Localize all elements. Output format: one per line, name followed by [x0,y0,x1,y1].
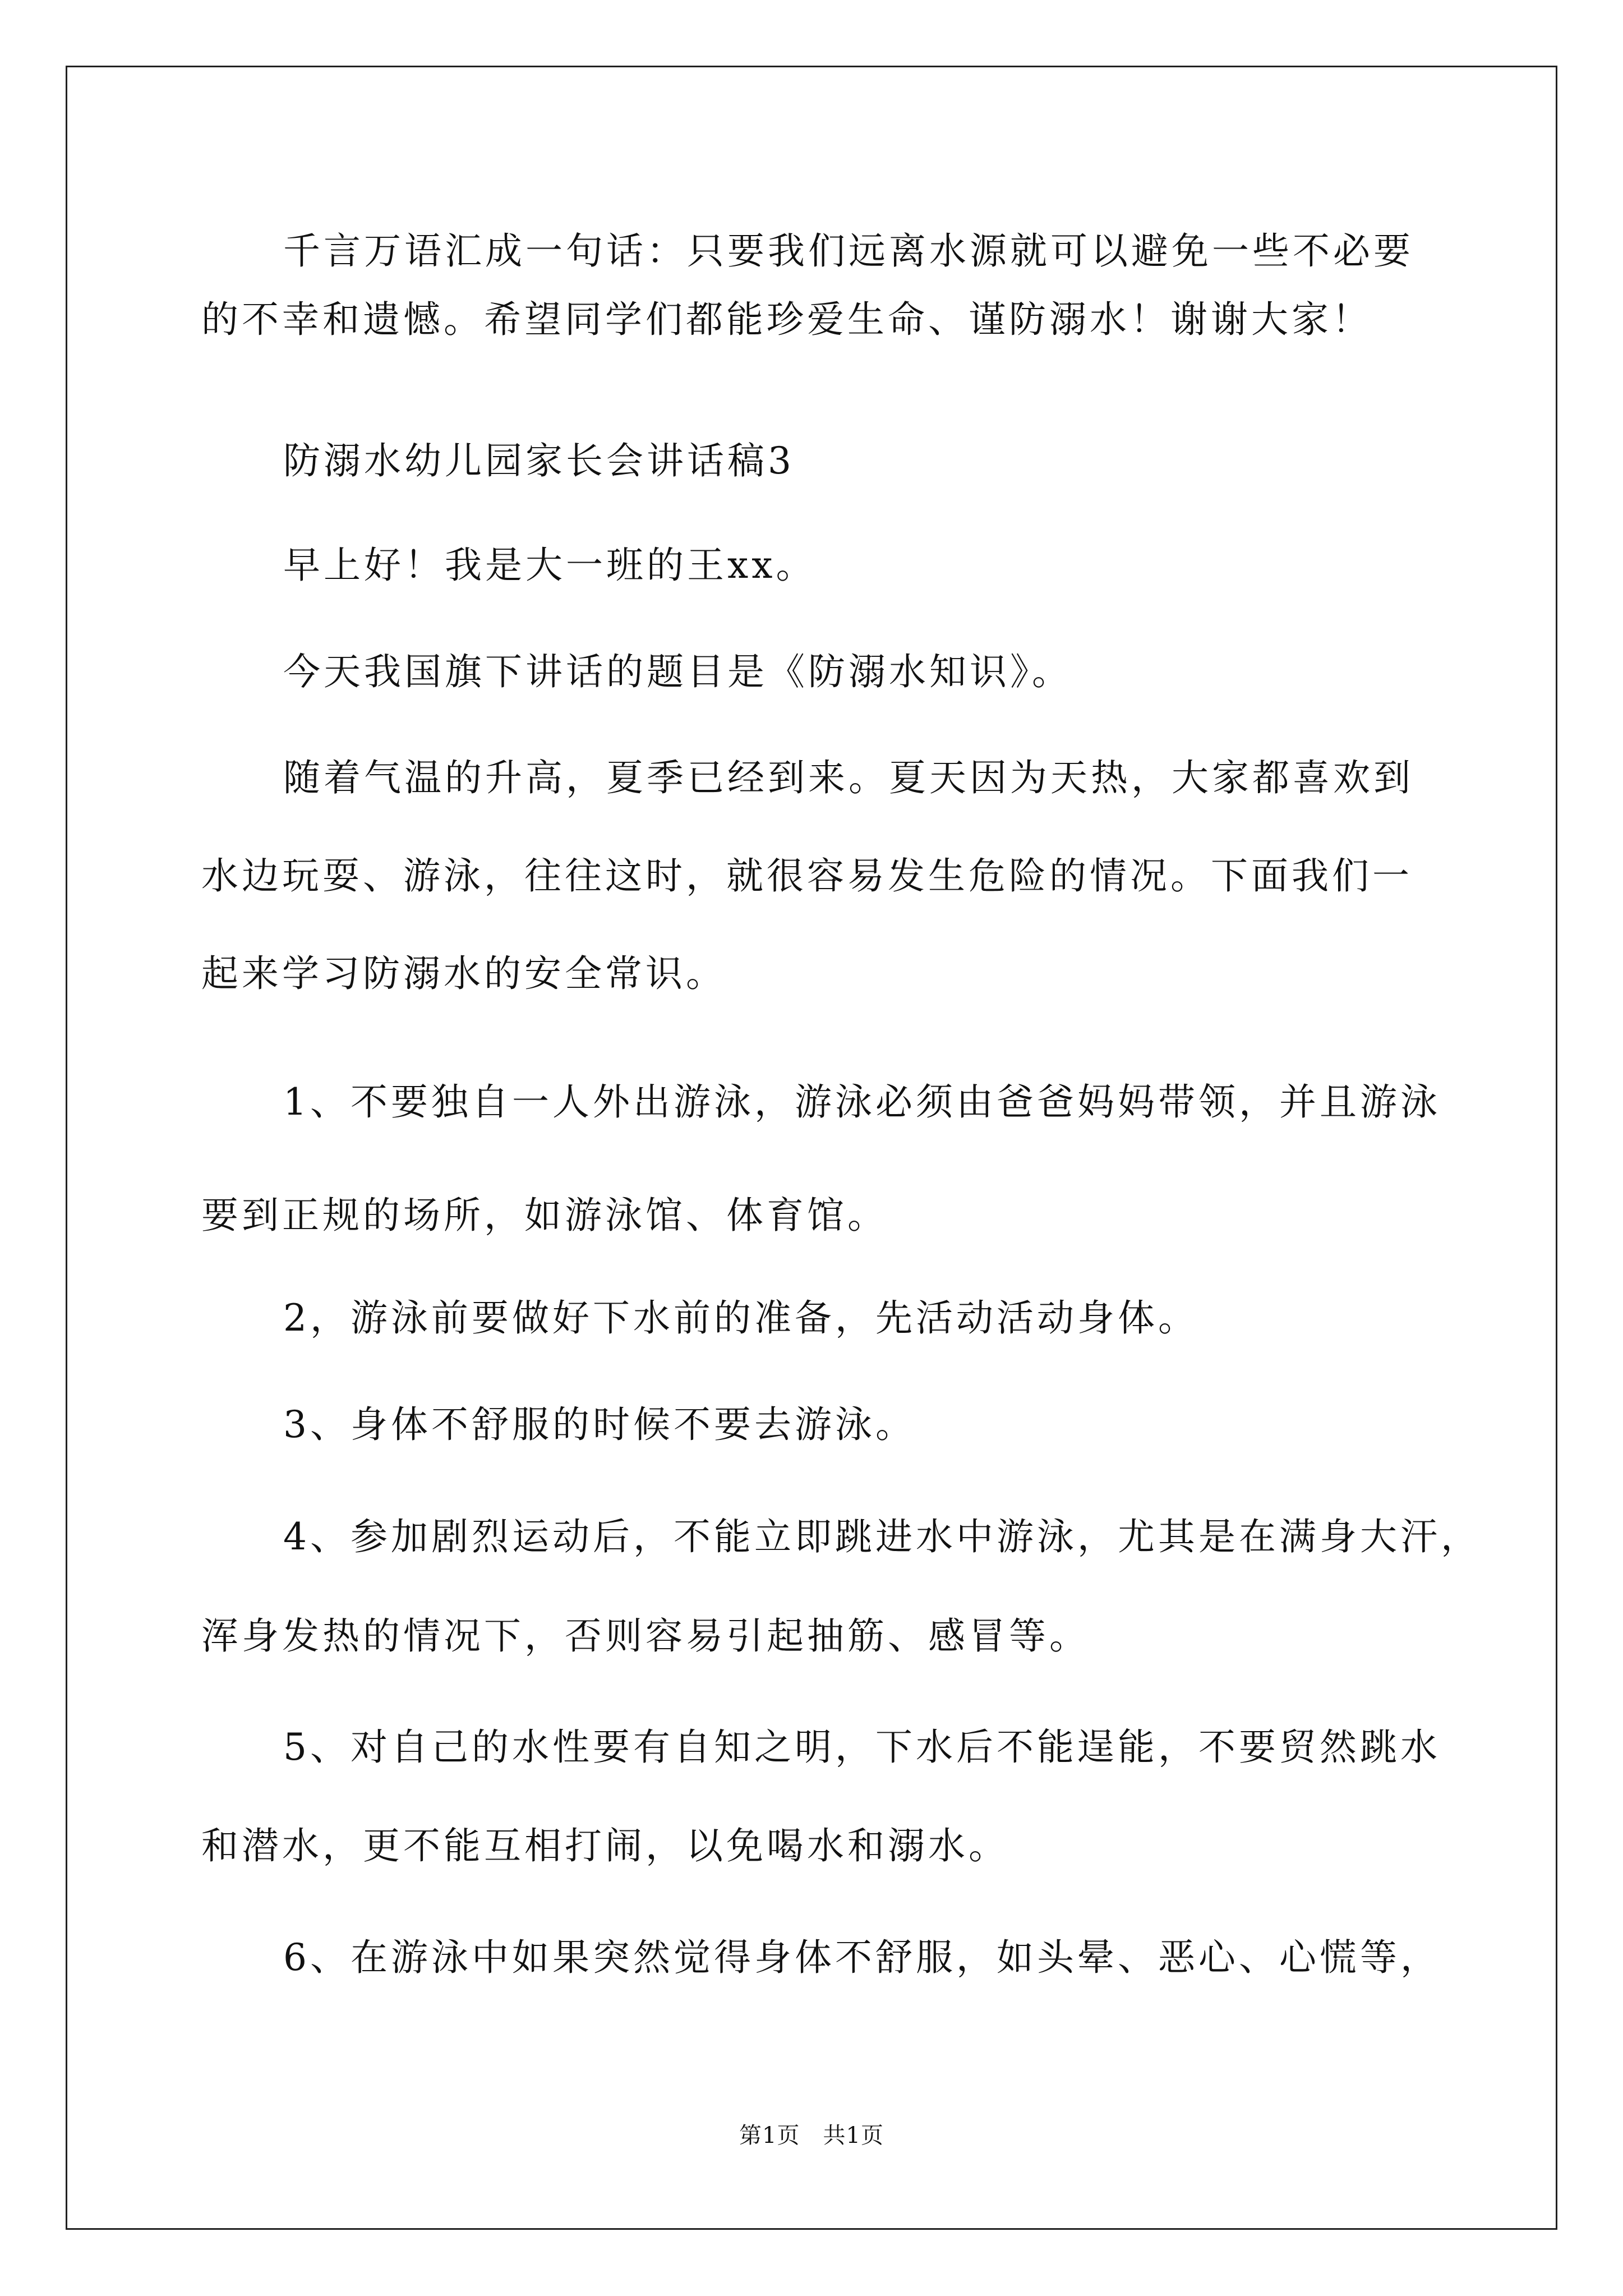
text-line: 今天我国旗下讲话的题目是《防溺水知识》。 [283,650,1072,693]
text-line: 2，游泳前要做好下水前的准备，先活动活动身体。 [283,1296,1198,1340]
text-line: 随着气温的升高，夏季已经到来。夏天因为天热，大家都喜欢到 [283,756,1414,799]
text-line: 4、参加剧烈运动后，不能立即跳进水中游泳，尤其是在满身大汗， [283,1515,1481,1558]
text-line: 1、不要独自一人外出游泳，游泳必须由爸爸妈妈带领，并且游泳 [283,1080,1441,1124]
text-line: 5、对自己的水性要有自知之明，下水后不能逞能，不要贸然跳水 [283,1726,1441,1769]
page-footer: 第1页 共1页 [739,2123,884,2148]
text-line: 的不幸和遗憾。希望同学们都能珍爱生命、谨防溺水！谢谢大家！ [201,298,1372,341]
text-line: 早上好！我是大一班的王xx。 [283,544,817,587]
text-line: 千言万语汇成一句话：只要我们远离水源就可以避免一些不必要 [283,229,1414,273]
page-border [66,66,1557,2230]
text-line: 浑身发热的情况下，否则容易引起抽筋、感冒等。 [201,1614,1090,1658]
text-line: 要到正规的场所，如游泳馆、体育馆。 [201,1194,888,1237]
text-line: 水边玩耍、游泳，往往这时，就很容易发生危险的情况。下面我们一 [201,854,1413,898]
text-line: 和潜水，更不能互相打闹，以免喝水和溺水。 [201,1824,1009,1867]
text-line: 6、在游泳中如果突然觉得身体不舒服，如头晕、恶心、心慌等， [283,1936,1441,1979]
text-line: 起来学习防溺水的安全常识。 [201,952,726,995]
heading-line: 防溺水幼儿园家长会讲话稿3 [283,439,795,482]
text-line: 3、身体不舒服的时候不要去游泳。 [283,1403,916,1446]
